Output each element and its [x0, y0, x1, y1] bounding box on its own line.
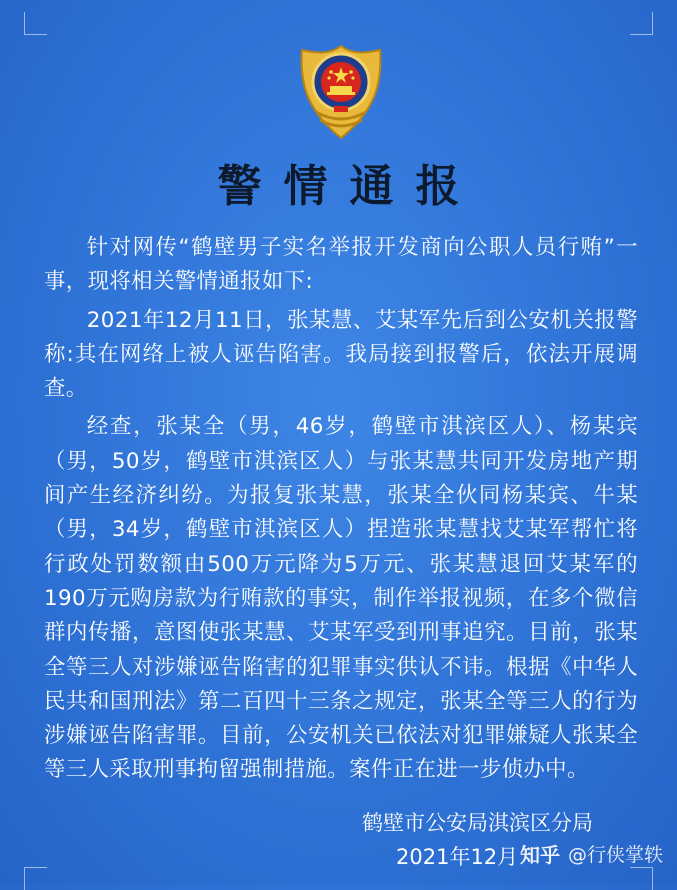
corner-mark-bottom-left — [24, 867, 47, 890]
zhihu-watermark — [520, 840, 663, 870]
issue-date: 2021年12月 — [396, 845, 519, 869]
zhihu-logo: 知乎 — [519, 843, 560, 867]
paragraph-intro: 针对网传“鹤壁男子实名举报开发商向公职人员行贿”一事，现将相关警情通报如下: — [44, 235, 638, 295]
corner-mark-top-left — [24, 12, 47, 35]
paragraph-findings: 经查，张某全（男，46岁，鹤壁市淇滨区人）、杨某宾（男，50岁，鹤壁市淇滨区人）与张某慧共同开发房地产期间产生经济纠纷。为报复张某慧，张某全伙同杨某宾、牛某（男，34岁，鹤壁市淇滨区人）捏造张某慧找艾某军帮忙将行政处罚数额由500万元降为5万元、张某慧退回艾某军的190万元购房款为行贿款的事实，制作举报视频，在多个微信群内传播，意图使张某慧、艾某军受到刑事追究。目前，张某全等三人对涉嫌诬告陷害的犯罪事实供认不讳。根据《中华人民共和国刑法》第二百四十三条之规定，张某全等三人的行为涉嫌诬告陷害罪。目前，公安机关已依法对犯罪嫌疑人张某全等三人采取刑事拘留强制措施。案件正在进一步侦办中。 — [44, 414, 638, 783]
document-body — [44, 231, 638, 792]
issuer-signature: 鹤壁市公安局淇滨区分局 — [362, 811, 593, 835]
document-title: 警情通报 — [217, 161, 482, 212]
paragraph-report: 2021年12月11日，张某慧、艾某军先后到公安机关报警称:其在网络上被人诬告陷害。我局接到报警后，依法开展调查。 — [44, 307, 638, 402]
watermark-username: @行侠掌轶 — [567, 844, 663, 866]
corner-mark-bottom-right — [630, 867, 653, 890]
corner-mark-top-right — [630, 12, 653, 35]
police-emblem-icon — [296, 42, 386, 142]
